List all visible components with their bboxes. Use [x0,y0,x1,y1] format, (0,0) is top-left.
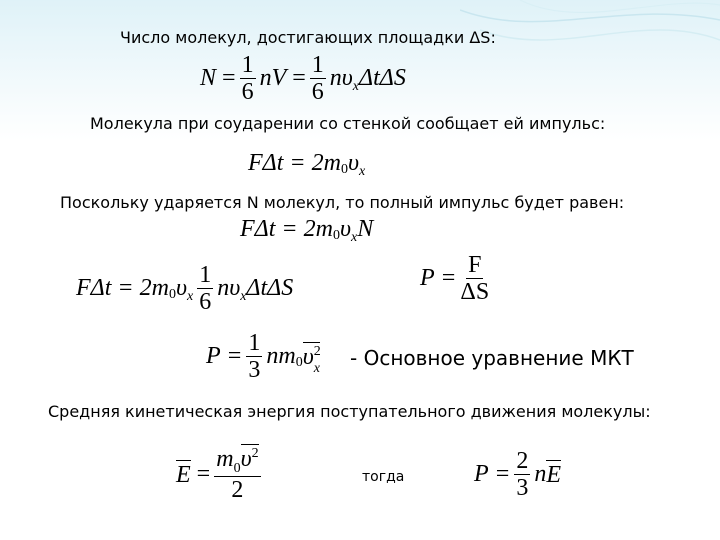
text-then: тогда [362,469,405,485]
eq5-frac-num: F [468,252,482,278]
eq1-x: x [352,78,360,94]
eq3-nu: υ [339,216,351,242]
equation-impulse-total [240,216,373,243]
eq4-lhs: FΔt = 2m [76,275,169,301]
equation-kinetic-energy [176,446,265,503]
eq8-n: n [534,461,547,487]
eq3-lhs: FΔt = 2m [240,216,333,242]
eq4-zero: 0 [168,286,176,302]
eq6-frac-den: 3 [248,357,261,383]
eq7-E: E [176,462,191,488]
eq8-frac [514,448,530,501]
text-molecule-count: Число молекул, достигающих площадки ΔS: [120,28,496,47]
eq1-frac-b-num: 1 [311,52,324,78]
eq4-nu: υ [175,275,187,301]
text-total-impulse: Поскольку ударяется N молекул, то полный импульс будет равен: [60,193,625,212]
eq1-dtds: ΔtΔS [359,65,406,91]
eq4-n: nυ [217,275,241,301]
eq4-tail: ΔtΔS [246,275,294,301]
equation-pressure-energy [474,448,561,501]
eq5-frac [460,252,489,305]
eq6-frac [246,330,262,383]
equation-impulse-expanded [76,262,293,315]
eq6-nm: nm [266,343,296,369]
eq7-equals: = [196,461,211,487]
equation-pressure-def [420,252,493,305]
equation-mkt-basic [206,330,320,383]
eq4-frac-num: 1 [199,262,212,288]
eq1-equals: = [222,65,236,91]
eq8-frac-den: 3 [516,475,529,501]
text-momentum-transfer: Молекула при соударении со стенкой сообщает ей импульс: [90,114,606,133]
eq1-nu: nυ [329,65,353,91]
eq7-frac [214,446,260,503]
eq6-zero: 0 [295,354,303,370]
text-kinetic-energy: Средняя кинетическая энергия поступательного движения молекулы: [48,402,651,421]
eq1-frac-b [310,52,326,105]
eq3-x: x [350,229,358,245]
eq7-zero: 0 [233,461,241,476]
eq2-x: x [358,163,366,179]
eq8-P: P = [474,461,511,487]
eq1-frac-a-den: 6 [241,79,254,105]
eq4-x: x [186,288,194,304]
text-mkt-label: - Основное уравнение МКТ [350,346,634,370]
eq8-E: E [546,462,562,488]
eq6-frac-num: 1 [248,330,261,356]
equation-impulse-single [248,150,365,177]
eq7-nu: υ [240,446,252,472]
eq7-two: 2 [251,446,259,461]
eq1-N: N [200,65,217,91]
eq7-frac-den: 2 [231,477,244,503]
eq4-frac-den: 6 [199,289,212,315]
eq3-zero: 0 [332,227,340,243]
eq7-frac-num [214,446,260,477]
eq1-frac-b-den: 6 [311,79,324,105]
eq2-lhs: FΔt = 2m [248,150,341,176]
eq6-mean-v2 [302,342,321,376]
eq2-nu: υ [347,150,359,176]
equation-molecule-count [200,52,406,105]
eq1-nV: nV [259,65,287,91]
eq5-P: P = [420,265,457,291]
eq8-frac-num: 2 [516,448,529,474]
eq6-x: x [313,361,320,376]
eq4-x2: x [240,288,247,304]
eq6-nu: υ [302,344,314,370]
eq1-frac-a-num: 1 [241,52,254,78]
eq6-P: P = [206,343,243,369]
eq1-equals-2: = [292,65,306,91]
eq4-frac [197,262,213,315]
eq3-N: N [357,216,374,242]
eq2-zero: 0 [340,161,348,177]
eq5-frac-den: ΔS [460,279,490,305]
corner-decoration [460,0,720,70]
eq1-frac-a [240,52,256,105]
eq6-two: 2 [313,344,321,359]
eq7-m: m [216,446,234,472]
